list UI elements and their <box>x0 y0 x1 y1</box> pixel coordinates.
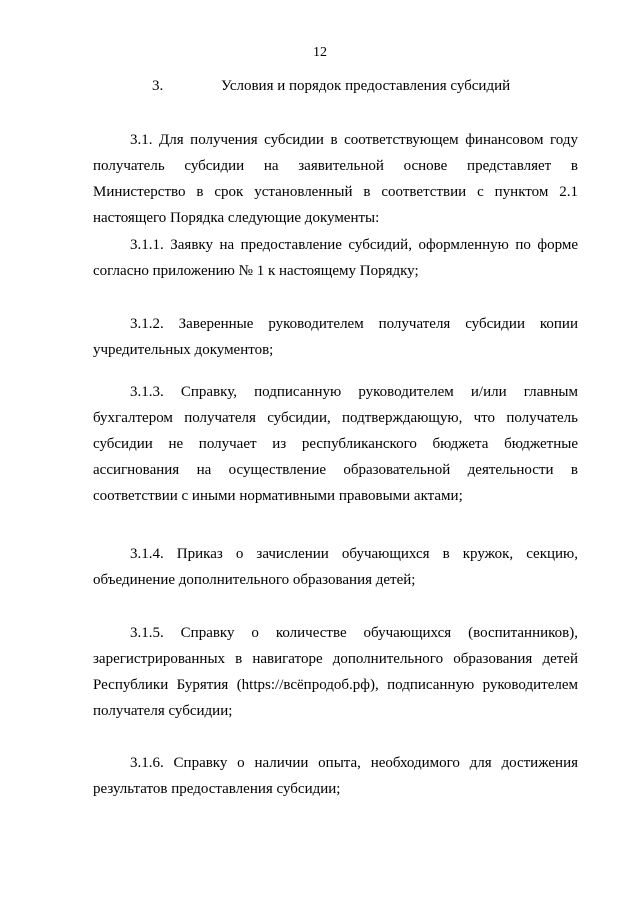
section-number: 3. <box>152 78 164 94</box>
paragraph-3-1-4: 3.1.4. Приказ о зачислении обучающихся в кружок, секцию, объединение дополнительного образования детей; <box>93 546 578 588</box>
paragraph-3-1-1: 3.1.1. Заявку на предоставление субсидий, оформленную по форме согласно приложению № 1 к настоящему Порядку; <box>93 237 578 279</box>
section-title: Условия и порядок предоставления субсидий <box>221 78 511 94</box>
paragraph-3-1: 3.1. Для получения субсидии в соответствующем финансовом году получатель субсидии на заявительной основе представляет в Министерство в срок установленный в соответствии с пунктом 2.1 настоящего Порядка следующие документы: <box>93 132 578 226</box>
paragraph-3-1-3: 3.1.3. Справку, подписанную руководителем и/или главным бухгалтером получателя субсидии, подтверждающую, что получатель субсидии не получает из республиканского бюджета бюджетные ассигнования на осуществление образовательной деятельности в соответствии с иными нормативными правовыми актами; <box>93 384 578 504</box>
paragraph-3-1-2: 3.1.2. Заверенные руководителем получателя субсидии копии учредительных документов; <box>93 316 578 358</box>
section-heading <box>152 76 572 96</box>
paragraph-3-1-5: 3.1.5. Справку о количестве обучающихся (воспитанников), зарегистрированных в навигаторе дополнительного образования детей Республики Бурятия (https://всёпродоб.рф), подписанную руководителем получателя субсидии; <box>93 625 578 719</box>
paragraph-3-1-6: 3.1.6. Справку о наличии опыта, необходимого для достижения результатов предоставления субсидии; <box>93 755 578 797</box>
page-number: 12 <box>313 45 327 60</box>
